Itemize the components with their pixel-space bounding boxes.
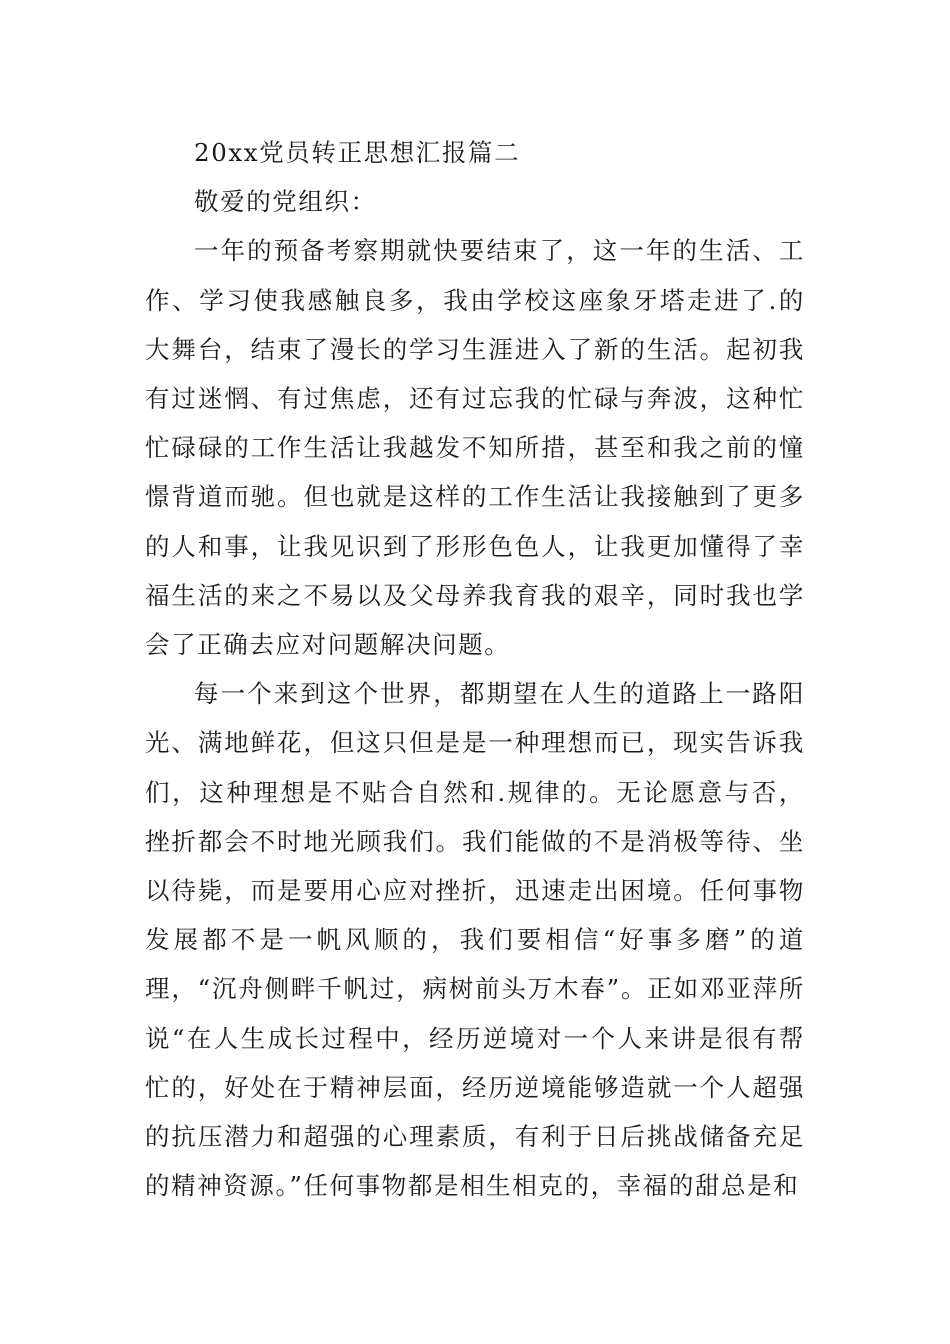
- salutation: 敬爱的党组织：: [194, 187, 377, 217]
- document-title: 20xx党员转正思想汇报篇二: [194, 138, 521, 167]
- paragraph-1: 一年的预备考察期就快要结束了，这一年的生活、工作、学习使我感触良多，我由学校这座象牙塔走进了.的大舞台，结束了漫长的学习生涯进入了新的生活。起初我有过迷惘、有过焦虑，还有过忘我的忙碌与奔波，这种忙忙碌碌的工作生活让我越发不知所措，甚至和我之前的憧憬背道而驰。但也就是这样的工作生活让我接触到了更多的人和事，让我见识到了形形色色人，让我更加懂得了幸福生活的来之不易以及父母养我育我的艰辛，同时我也学会了正确去应对问题解决问题。: [145, 236, 805, 660]
- paragraph-2: 每一个来到这个世界，都期望在人生的道路上一路阳光、满地鲜花，但这只但是是一种理想而已，现实告诉我们，这种理想是不贴合自然和.规律的。无论愿意与否，挫折都会不时地光顾我们。我们能做的不是消极等待、坐以待毙，而是要用心应对挫折，迅速走出困境。任何事物发展都不是一帆风顺的，我们要相信“好事多磨”的道理，“沉舟侧畔千帆过，病树前头万木春”。正如邓亚萍所说“在人生成长过程中，经历逆境对一个人来讲是很有帮忙的，好处在于精神层面，经历逆境能够造就一个人超强的抗压潜力和超强的心理素质，有利于日后挑战储备充足的精神资源。”任何事物都是相生相克的，幸福的甜总是和: [145, 679, 805, 1201]
- document-body: [145, 128, 805, 1210]
